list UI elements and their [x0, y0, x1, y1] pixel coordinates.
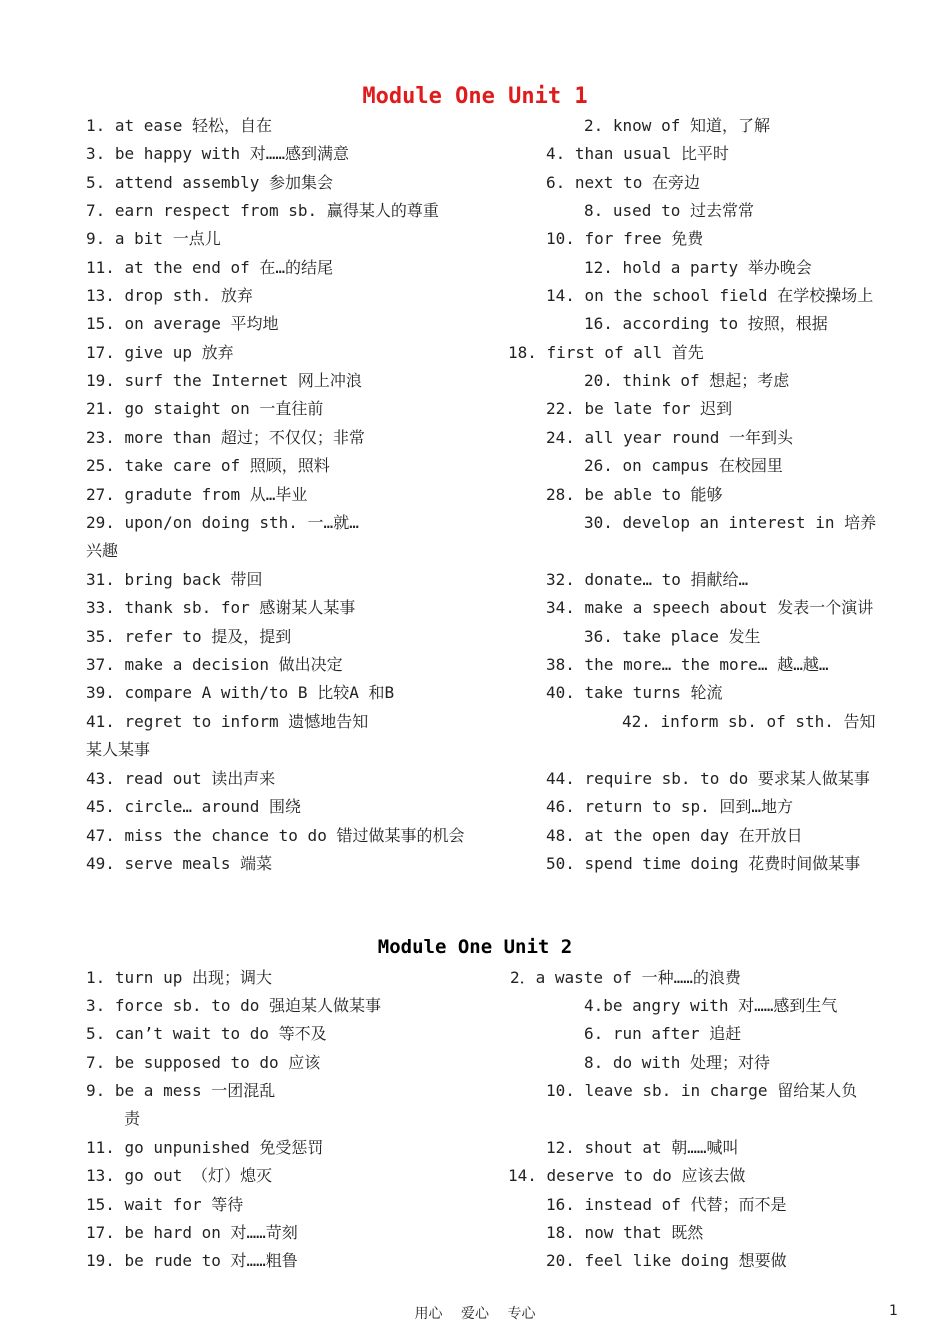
phrase-row: 13. drop sth. 放弃	[86, 286, 253, 305]
phrase-row: 44. require sb. to do 要求某人做某事	[546, 769, 870, 788]
phrase-row: 4. than usual 比平时	[546, 144, 729, 163]
phrase-row: 12. shout at 朝……喊叫	[546, 1138, 739, 1157]
phrase-row: 34. make a speech about 发表一个演讲	[546, 598, 874, 617]
phrase-row: 43. read out 读出声来	[86, 769, 276, 788]
phrase-row: 20. think of 想起；考虑	[584, 371, 790, 390]
phrase-row: 16. instead of 代替；而不是	[546, 1195, 787, 1214]
unit-1-title: Module One Unit 1	[362, 84, 588, 109]
phrase-row: 35. refer to 提及，提到	[86, 627, 292, 646]
phrase-row: 18. now that 既然	[546, 1223, 704, 1242]
phrase-row: 28. be able to 能够	[546, 485, 723, 504]
phrase-row: 2. know of 知道，了解	[584, 116, 770, 135]
phrase-row: 20. feel like doing 想要做	[546, 1251, 787, 1270]
phrase-row: 6. run after 追赶	[584, 1024, 742, 1043]
phrase-row: 1. at ease 轻松，自在	[86, 116, 272, 135]
phrase-row: 36. take place 发生	[584, 627, 761, 646]
phrase-row: 1. turn up 出现；调大	[86, 968, 272, 987]
phrase-row: 责	[124, 1109, 141, 1128]
phrase-row: 某人某事	[86, 740, 151, 759]
phrase-row: 15. on average 平均地	[86, 314, 279, 333]
phrase-row: 19. surf the Internet 网上冲浪	[86, 371, 362, 390]
phrase-row: 9. be a mess 一团混乱	[86, 1081, 276, 1100]
phrase-row: 14. deserve to do 应该去做	[508, 1166, 746, 1185]
phrase-row: 17. be hard on 对……苛刻	[86, 1223, 298, 1242]
phrase-row: 49. serve meals 端菜	[86, 854, 273, 873]
phrase-row: 兴趣	[86, 541, 119, 560]
phrase-row: 38. the more… the more… 越…越…	[546, 655, 829, 674]
phrase-row: 41. regret to inform 遗憾地告知	[86, 712, 369, 731]
phrase-row: 24. all year round 一年到头	[546, 428, 794, 447]
phrase-row: 6. next to 在旁边	[546, 173, 700, 192]
page-number: 1	[889, 1303, 898, 1319]
phrase-row: 18. first of all 首先	[508, 343, 704, 362]
phrase-row: 16. according to 按照，根据	[584, 314, 828, 333]
page-footer: 用心 爱心 专心	[414, 1306, 536, 1322]
phrase-row: 5. attend assembly 参加集会	[86, 173, 334, 192]
phrase-row: 39. compare A with/to B 比较A 和B	[86, 683, 395, 702]
phrase-row: 5. can’t wait to do 等不及	[86, 1024, 327, 1043]
phrase-row: 3. be happy with 对……感到满意	[86, 144, 350, 163]
phrase-row: 4.be angry with 对……感到生气	[584, 996, 838, 1015]
unit-2-title: Module One Unit 2	[377, 936, 573, 958]
phrase-row: 8. do with 处理；对待	[584, 1053, 770, 1072]
phrase-row: 37. make a decision 做出决定	[86, 655, 343, 674]
phrase-row: 46. return to sp. 回到…地方	[546, 797, 794, 816]
phrase-row: 29. upon/on doing sth. 一…就…	[86, 513, 359, 532]
phrase-row: 25. take care of 照顾，照料	[86, 456, 330, 475]
phrase-row: 8. used to 过去常常	[584, 201, 754, 220]
phrase-row: 47. miss the chance to do 错过做某事的机会	[86, 826, 465, 845]
phrase-row: 42. inform sb. of sth. 告知	[622, 712, 876, 731]
phrase-row: 45. circle… around 围绕	[86, 797, 302, 816]
phrase-row: 48. at the open day 在开放日	[546, 826, 803, 845]
phrase-row: 33. thank sb. for 感谢某人某事	[86, 598, 356, 617]
phrase-row: 23. more than 超过；不仅仅；非常	[86, 428, 365, 447]
phrase-row: 19. be rude to 对……粗鲁	[86, 1251, 298, 1270]
phrase-row: 12. hold a party 举办晚会	[584, 258, 812, 277]
phrase-row: 40. take turns 轮流	[546, 683, 723, 702]
phrase-row: 27. gradute from 从…毕业	[86, 485, 308, 504]
phrase-row: 31. bring back 带回	[86, 570, 263, 589]
phrase-row: 7. be supposed to do 应该	[86, 1053, 321, 1072]
phrase-row: 50. spend time doing 花费时间做某事	[546, 854, 861, 873]
phrase-row: 17. give up 放弃	[86, 343, 234, 362]
phrase-row: 9. a bit 一点儿	[86, 229, 221, 248]
phrase-row: 14. on the school field 在学校操场上	[546, 286, 874, 305]
phrase-row: 7. earn respect from sb. 赢得某人的尊重	[86, 201, 439, 220]
phrase-row: 30. develop an interest in 培养	[584, 513, 877, 532]
phrase-row: 15. wait for 等待	[86, 1195, 244, 1214]
phrase-row: 13. go out （灯）熄灭	[86, 1166, 272, 1185]
phrase-row: 2．a waste of 一种……的浪费	[510, 968, 741, 987]
phrase-row: 32. donate… to 捐献给…	[546, 570, 749, 589]
phrase-row: 11. at the end of 在…的结尾	[86, 258, 334, 277]
phrase-row: 10. for free 免费	[546, 229, 704, 248]
phrase-row: 21. go staight on 一直往前	[86, 399, 324, 418]
phrase-row: 22. be late for 迟到	[546, 399, 733, 418]
phrase-row: 10. leave sb. in charge 留给某人负	[546, 1081, 858, 1100]
phrase-row: 3. force sb. to do 强迫某人做某事	[86, 996, 382, 1015]
phrase-row: 11. go unpunished 免受惩罚	[86, 1138, 324, 1157]
phrase-row: 26. on campus 在校园里	[584, 456, 783, 475]
